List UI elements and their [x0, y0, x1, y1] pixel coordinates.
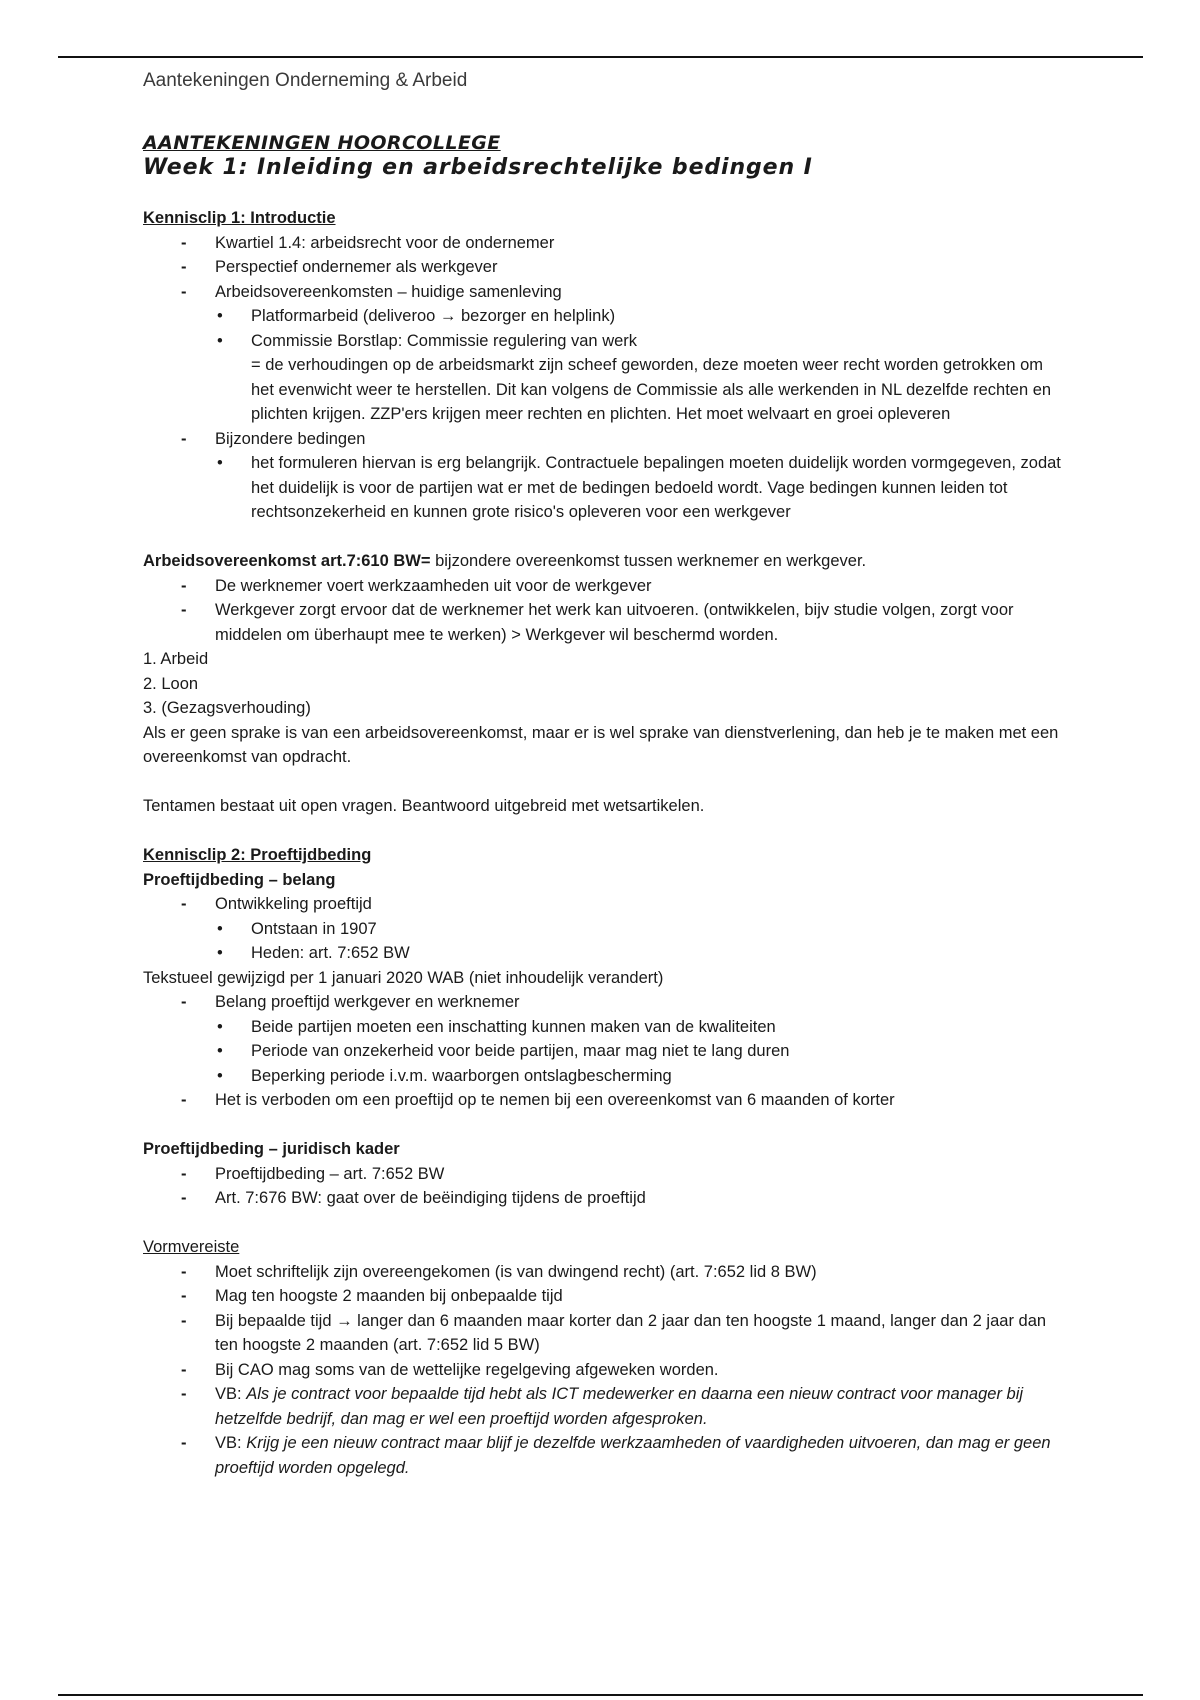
- list-item: - Art. 7:676 BW: gaat over de beëindiging tijdens de proeftijd: [143, 1186, 1063, 1211]
- sublist-item-explanation: = de verhoudingen op de arbeidsmarkt zijn scheef geworden, deze moeten weer recht worden getrokken om het evenwicht weer te herstellen. Dit kan volgens de Commissie als alle werkenden in NL dezelfde rechten en plichten krijgen. ZZP'ers krijgen meer rechten en plichten. Het moet welvaart en groei opleveren: [251, 356, 1052, 423]
- list-item: - Bij bepaalde tijd → langer dan 6 maanden maar korter dan 2 jaar dan ten hoogste 1 maand, langer dan 2 jaar dan ten hoogste 2 maanden (art. 7:652 lid 5 BW): [143, 1309, 1063, 1358]
- sublist-item-text: • Commissie Borstlap: Commissie regulering van werk: [251, 331, 638, 350]
- subheading-belang: Proeftijdbeding – belang: [143, 870, 336, 889]
- sublist-item: [143, 329, 1063, 427]
- list-item: - Het is verboden om een proeftijd op te nemen bij een overeenkomst van 6 maanden of korter: [143, 1088, 1063, 1113]
- list-item: - Mag ten hoogste 2 maanden bij onbepaalde tijd: [143, 1284, 1063, 1309]
- kennisclip-2-heading: Kennisclip 2: Proeftijdbeding: [143, 846, 372, 864]
- list-item: - Moet schriftelijk zijn overeengekomen (is van dwingend recht) (art. 7:652 lid 8 BW): [143, 1260, 1063, 1285]
- example-prefix: VB:: [215, 1385, 247, 1403]
- sublist: [215, 917, 1063, 966]
- example-text: Krijg je een nieuw contract maar blijf je dezelfde werkzaamheden of vaardigheden uitvoeren, dan mag er geen proeftijd worden opgelegd.: [215, 1434, 1051, 1477]
- kennisclip-1-list: [143, 231, 1063, 525]
- sublist-item: • Beperking periode i.v.m. waarborgen ontslagbescherming: [143, 1064, 1063, 1089]
- sublist-item: • Beide partijen moeten een inschatting kunnen maken van de kwaliteiten: [143, 1015, 1063, 1040]
- list-item: [143, 892, 1063, 966]
- juridisch-list: [143, 1162, 1063, 1211]
- footer-rule: [58, 1694, 1143, 1696]
- list-item: - Werkgever zorgt ervoor dat de werknemer het werk kan uitvoeren. (ontwikkelen, bijv studie volgen, zorgt voor middelen om überhaupt mee te werken) > Werkgever wil beschermd worden.: [143, 598, 1063, 647]
- list-item-text: Bijzondere bedingen: [215, 429, 366, 448]
- definition-text: bijzondere overeenkomst tussen werknemer en werkgever.: [430, 552, 867, 570]
- list-item: - Proeftijdbeding – art. 7:652 BW: [143, 1162, 1063, 1187]
- list-item-text: Belang proeftijd werkgever en werknemer: [215, 993, 520, 1011]
- list-item-example: [143, 1431, 1063, 1480]
- sublist: [215, 451, 1063, 525]
- sublist-item: • Ontstaan in 1907: [143, 917, 1063, 942]
- list-item: - Perspectief ondernemer als werkgever: [143, 255, 1063, 280]
- sublist-item: • het formuleren hiervan is erg belangrijk. Contractuele bepalingen moeten duidelijk worden vormgegeven, zodat het duidelijk is voor de partijen wat er met de bedingen bedoeld wordt. Vage bedingen kunnen leiden tot rechtsonzekerheid en kunnen grote risico's opleveren voor een werkgever: [143, 451, 1063, 525]
- list-item: - Kwartiel 1.4: arbeidsrecht voor de ondernemer: [143, 231, 1063, 256]
- example-prefix: VB:: [215, 1434, 247, 1452]
- sublist-item: • Platformarbeid (deliveroo → bezorger en helplink): [143, 304, 1063, 329]
- section-arbeidsovereenkomst: [143, 549, 1063, 819]
- document-subtitle: Week 1: Inleiding en arbeidsrechtelijke bedingen I: [143, 155, 813, 180]
- list-item-example: [143, 1382, 1063, 1431]
- subheading-vormvereiste: Vormvereiste: [143, 1238, 240, 1256]
- header-rule: [58, 56, 1143, 58]
- subheading-juridisch-kader: Proeftijdbeding – juridisch kader: [143, 1140, 400, 1158]
- sublist-item: • Periode van onzekerheid voor beide partijen, maar mag niet te lang duren: [143, 1039, 1063, 1064]
- numbered-item: 1. Arbeid: [143, 650, 209, 668]
- list-item-text: Arbeidsovereenkomsten – huidige samenleving: [215, 282, 562, 301]
- tekstueel-note: Tekstueel gewijzigd per 1 januari 2020 WAB (niet inhoudelijk verandert): [143, 968, 664, 987]
- list-item: [143, 280, 1063, 427]
- definition-term: Arbeidsovereenkomst art.7:610 BW=: [143, 552, 431, 570]
- kennisclip-1-heading: Kennisclip 1: Introductie: [143, 209, 336, 227]
- vormvereiste-list: [143, 1260, 1063, 1481]
- sublist: [215, 304, 1063, 427]
- numbered-item: 2. Loon: [143, 674, 199, 693]
- document-page: [143, 70, 1063, 1480]
- arbeidsovereenkomst-list: [143, 574, 1063, 648]
- section-kennisclip-2: [143, 843, 1063, 1480]
- list-item: [143, 427, 1063, 525]
- section-kennisclip-1: [143, 206, 1063, 525]
- list-item: - De werknemer voert werkzaamheden uit voor de werkgever: [143, 574, 1063, 599]
- belang-list: [143, 892, 1063, 966]
- example-text: Als je contract voor bepaalde tijd hebt als ICT medewerker en daarna een nieuw contract voor manager bij hetzelfde bedrijf, dan mag er wel een proeftijd worden afgesproken.: [215, 1385, 1024, 1428]
- running-header: Aantekeningen Onderneming & Arbeid: [143, 70, 468, 91]
- document-title: AANTEKENINGEN HOORCOLLEGE: [143, 132, 501, 154]
- sublist-item: • Heden: art. 7:652 BW: [143, 941, 1063, 966]
- sublist: [215, 1015, 1063, 1089]
- exam-note: Tentamen bestaat uit open vragen. Beantwoord uitgebreid met wetsartikelen.: [143, 797, 705, 815]
- numbered-item: 3. (Gezagsverhouding): [143, 699, 311, 717]
- arbeidsovereenkomst-definition: [143, 549, 1063, 574]
- list-item-text: Ontwikkeling proeftijd: [215, 895, 372, 913]
- list-item: - Bij CAO mag soms van de wettelijke regelgeving afgeweken worden.: [143, 1358, 1063, 1383]
- list-item: [143, 990, 1063, 1088]
- belang-list-2: [143, 990, 1063, 1113]
- dienstverlening-note: Als er geen sprake is van een arbeidsovereenkomst, maar er is wel sprake van dienstverlening, dan heb je te maken met een overeenkomst van opdracht.: [143, 723, 1059, 766]
